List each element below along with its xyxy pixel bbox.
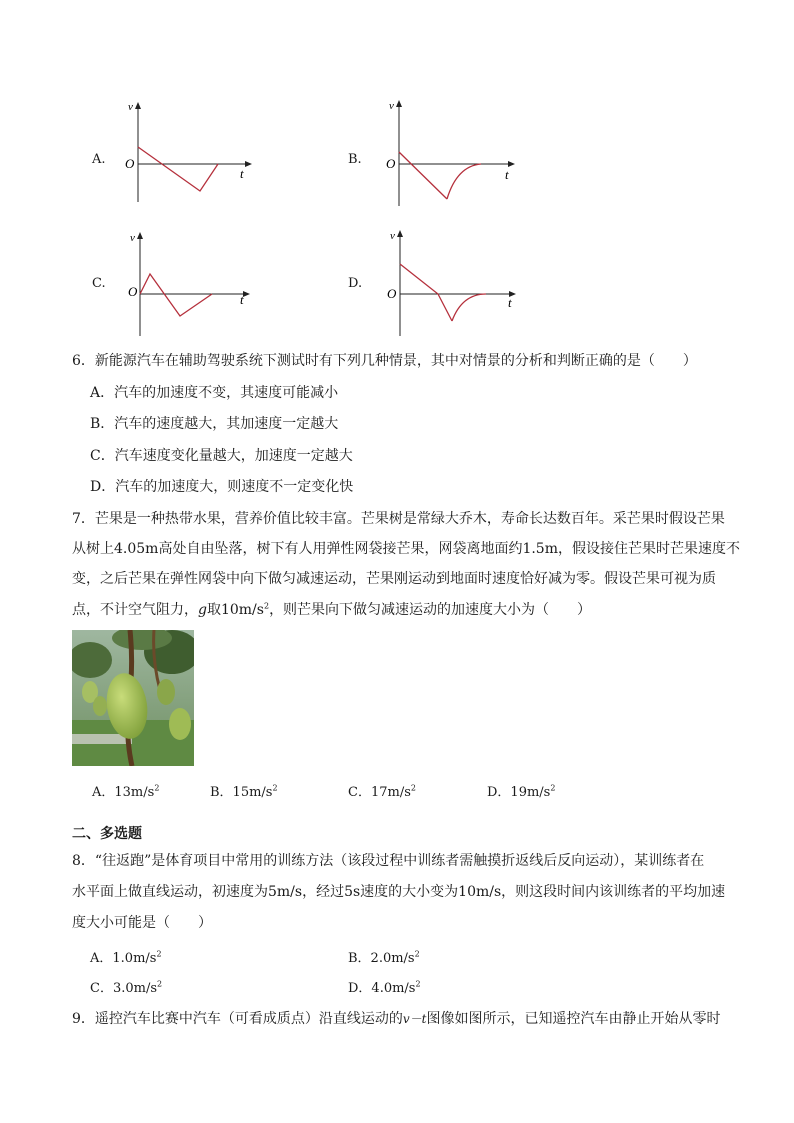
- q8-line-3: 度大小可能是（ ）: [72, 915, 212, 931]
- q9-line-1: [72, 1009, 721, 1029]
- q8-line-1: 8．“往返跑”是体育项目中常用的训练方法（该段过程中训练者需触摸折返线后反向运动），某训练者在: [72, 853, 705, 869]
- mango-photo: [72, 630, 194, 766]
- section-heading-multi-choice: 二、多选题: [72, 826, 142, 842]
- q7-option-c-sup: 2: [410, 783, 416, 793]
- graph-a: [118, 100, 258, 208]
- graph-d-origin-label: O: [387, 286, 397, 301]
- q7-line-4-sup: 2: [263, 601, 270, 611]
- q6-option-b: B．汽车的速度越大，其加速度一定越大: [90, 416, 339, 432]
- q7-line-4-part-c: ，则芒果向下做匀减速运动的加速度大小为（ ）: [269, 602, 592, 618]
- q6-option-a: A．汽车的加速度不变，其速度可能减小: [90, 385, 339, 401]
- q8-option-c: [90, 977, 162, 996]
- graph-a-t-label: t: [240, 166, 244, 181]
- q6-option-d: D．汽车的加速度大，则速度不一定变化快: [90, 479, 354, 495]
- q8-option-d-text: D．4.0m/s: [348, 981, 416, 996]
- q6-option-c: C．汽车速度变化量越大，加速度一定越大: [90, 448, 353, 464]
- q9-line-1-part-b: 图像如图所示，已知遥控汽车由静止开始从零时: [426, 1011, 721, 1027]
- graph-c-v-label: v: [130, 232, 135, 244]
- q7-line-4-part-b: 取10m/s: [206, 602, 264, 618]
- q7-line-1: 7．芒果是一种热带水果，营养价值比较丰富。芒果树是常绿大乔木，寿命长达数百年。采芒果时假设芒果: [72, 511, 725, 527]
- q8-option-a-text: A．1.0m/s: [90, 951, 157, 966]
- q8-option-b-text: B．2.0m/s: [348, 951, 415, 966]
- graph-option-d-label: D.: [348, 276, 363, 291]
- graph-b: [377, 98, 522, 210]
- q7-line-3: 变，之后芒果在弹性网袋中向下做匀减速运动，芒果刚运动到地面时速度恰好减为零。假设芒果可视为质: [72, 571, 716, 587]
- q9-line-1-part-a: 9．遥控汽车比赛中汽车（可看成质点）沿直线运动的: [72, 1011, 403, 1027]
- graph-d-curve-arc: [452, 294, 486, 321]
- graph-d-v-label: v: [390, 230, 395, 242]
- graph-b-t-label: t: [505, 167, 509, 182]
- q7-option-c: [348, 781, 416, 800]
- q7-option-b: [210, 781, 278, 800]
- graph-d-t-label: t: [508, 295, 512, 310]
- graph-option-b-label: B.: [348, 152, 362, 167]
- q8-option-c-sup: 2: [157, 979, 163, 989]
- q7-g-symbol: g: [198, 602, 207, 618]
- graph-a-curve: [138, 147, 218, 191]
- q8-option-c-text: C．3.0m/s: [90, 981, 157, 996]
- q7-option-a: [92, 781, 159, 800]
- graph-d-curve-line: [400, 264, 452, 321]
- q8-option-b-sup: 2: [414, 949, 420, 959]
- q7-option-d-sup: 2: [550, 783, 556, 793]
- q7-option-d-text: D．19m/s: [487, 785, 551, 800]
- q8-option-a-sup: 2: [156, 949, 162, 959]
- q6-stem: 6．新能源汽车在辅助驾驶系统下测试时有下列几种情景，其中对情景的分析和判断正确的是（ ）: [72, 353, 697, 369]
- graph-c: [120, 228, 260, 340]
- graph-c-origin-label: O: [128, 284, 138, 299]
- q7-line-4: [72, 600, 591, 620]
- graph-option-a-label: A.: [92, 152, 106, 167]
- q7-option-b-sup: 2: [272, 783, 278, 793]
- graph-c-curve: [140, 274, 212, 316]
- graph-d: [380, 226, 525, 340]
- q9-vt-symbol: v－t: [402, 1012, 427, 1026]
- q7-option-c-text: C．17m/s: [348, 785, 411, 800]
- graph-a-origin-label: O: [125, 156, 135, 171]
- q7-option-a-sup: 2: [154, 783, 160, 793]
- q7-line-2: 从树上4.05m高处自由坠落，树下有人用弹性网袋接芒果，网袋离地面约1.5m，假设接住芒果时芒果速度不: [72, 541, 740, 557]
- graph-option-c-label: C.: [92, 276, 106, 291]
- q8-option-a: [90, 947, 162, 966]
- graph-b-curve-arc: [447, 164, 481, 199]
- graph-c-t-label: t: [240, 292, 244, 307]
- graph-b-curve-line: [399, 152, 447, 199]
- q7-option-b-text: B．15m/s: [210, 785, 273, 800]
- graph-b-v-label: v: [389, 100, 394, 112]
- q7-option-d: [487, 781, 555, 800]
- q8-option-d: [348, 977, 421, 996]
- graph-a-v-label: v: [128, 101, 133, 113]
- q8-option-d-sup: 2: [415, 979, 421, 989]
- q8-line-2: 水平面上做直线运动，初速度为5m/s，经过5s速度的大小变为10m/s，则这段时间内该训练者的平均加速: [72, 884, 726, 900]
- graph-b-origin-label: O: [386, 156, 396, 171]
- q7-line-4-part-a: 点，不计空气阻力，: [72, 602, 198, 618]
- q7-option-a-text: A．13m/s: [92, 785, 155, 800]
- q8-option-b: [348, 947, 420, 966]
